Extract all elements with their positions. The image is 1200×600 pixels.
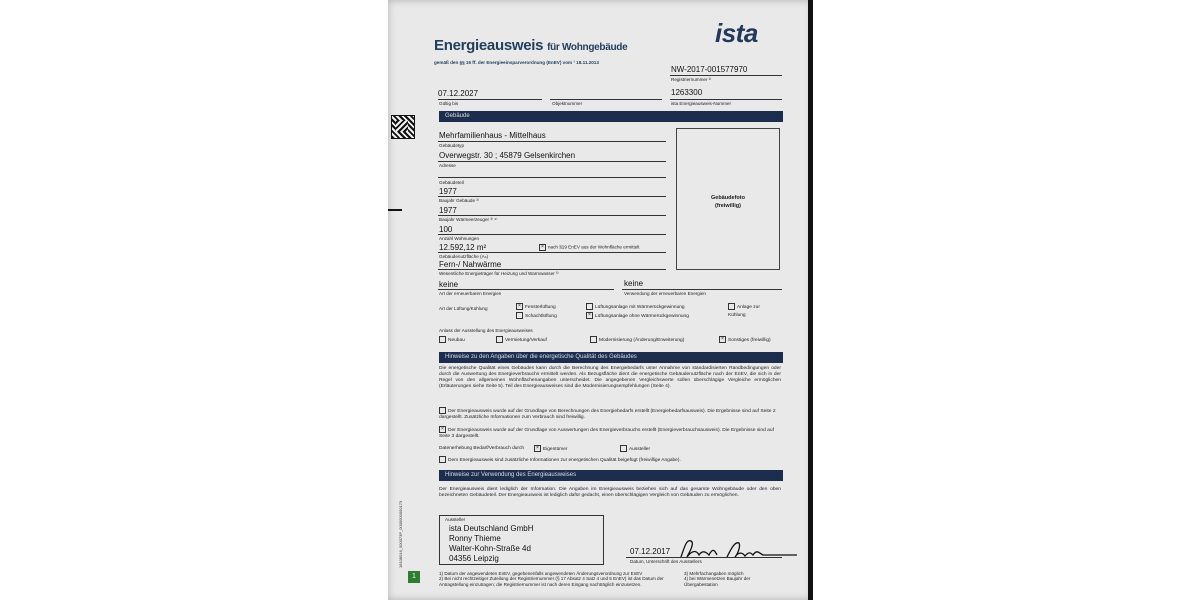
ista-number-label: ista Energieausweis-Nummer bbox=[671, 101, 731, 106]
margin-mark bbox=[388, 209, 402, 211]
ista-logo: ista bbox=[715, 18, 758, 48]
page-edge bbox=[808, 0, 813, 600]
occasion-other: × Sonstiges (freiwillig) bbox=[719, 336, 771, 343]
energy-certificate bbox=[434, 10, 784, 598]
registration-number-label: Registriernummer ²⁾ bbox=[671, 77, 712, 82]
valid-until-label: Gültig bis bbox=[439, 101, 459, 106]
data-by-owner: × Eigentümer bbox=[534, 445, 568, 452]
renewable-type: keine bbox=[439, 280, 459, 289]
hints-paragraph: Die energetische Qualität eines Gebäudes kann durch die Berechnung des Energiebedarfs unter Annahme von standardisierten Randbedingungen oder durch die Auswertung des Energieverbrauchs ermittelt werden. Als Bezugsfläche dient die energetische Gebäudenutzfläche nach der EnEV, die sich in der Regel von den allgemeinen Wohnflächenangaben unterscheidet. Die angegebenen Vergleichswerte sollen überschlägige Vergleiche ermöglichen (Erläuterungen siehe Seite 5). Teil des Energieausweises sind die Modernisierungsempfehlungen (Seite 4). bbox=[439, 366, 781, 389]
subtitle: gemäß den §§ 16 ff. der Energieeinsparverordnung (EnEV) vom ¹ 18.11.2013 bbox=[434, 60, 599, 65]
issuer-box bbox=[439, 515, 604, 565]
year-building-label: Baujahr Gebäude ³⁾ bbox=[439, 198, 479, 203]
object-number-label: Objektnummer bbox=[552, 101, 583, 106]
usable-area-label: Gebäudenutzfläche (Aₙ) bbox=[439, 254, 489, 259]
footnote-4: 4) bei Wärmenetzen Baujahr der Übergabestation bbox=[684, 576, 751, 587]
renewable-type-label: Art der erneuerbaren Energien bbox=[439, 291, 502, 296]
address: Overwegstr. 30 ; 45879 Gelsenkirchen bbox=[439, 151, 576, 160]
occasion-rent: Vermietung/Verkauf bbox=[496, 336, 547, 343]
side-code: 18108016_000073P_0000000000173 bbox=[398, 500, 403, 568]
data-collection-label: Datenerhebung Bedarf/Verbrauch durch bbox=[439, 446, 525, 451]
additional-info: Dem Energieausweis sind zusätzliche Informationen zur energetischen Qualität beigefügt (freiwillige Angabe). bbox=[439, 456, 681, 463]
document-title bbox=[434, 37, 627, 54]
year-heater-label: Baujahr Wärmeerzeuger ³⁾ ⁴⁾ bbox=[439, 217, 498, 222]
ista-number: 1263300 bbox=[671, 88, 703, 97]
vent-shaft: Schachtlüftung bbox=[516, 312, 557, 319]
occasion-modernisation: Modernisierung (Änderung/Erweiterung) bbox=[590, 336, 684, 343]
energy-carrier: Fern-/ Nahwärme bbox=[439, 260, 502, 269]
apartments-label: Anzahl Wohnungen bbox=[439, 236, 480, 241]
vent-no-recovery: × Lüftungsanlage ohne Wärmerückgewinnung bbox=[586, 312, 689, 319]
usable-area: 12.592,12 m² bbox=[439, 243, 487, 252]
registration-number: NW-2017-001577970 bbox=[671, 65, 748, 74]
issuer-person: Ronny Thieme bbox=[449, 534, 501, 543]
ventilation-label: Art der Lüftung/Kühlung bbox=[439, 306, 488, 311]
option-demand: Der Energieausweis wurde auf der Grundlage von Berechnungen des Energiebedarfs erstellt (Energiebedarfsausweis). Die Ergebnisse sind auf Seite 2 dargestellt. Zusätzliche Informationen zum Verbrauch sind freiwillig. bbox=[439, 408, 776, 420]
renewable-use: keine bbox=[624, 279, 644, 288]
occasion-new: Neubau bbox=[439, 336, 465, 343]
page-number-badge: 1 bbox=[408, 571, 420, 583]
data-by-issuer: Aussteller bbox=[620, 445, 650, 452]
apartments: 100 bbox=[439, 225, 453, 234]
usable-area-note: × nach §19 EnEV aus der Wohnfläche ermittelt bbox=[539, 244, 640, 251]
vent-recovery: Lüftungsanlage mit Wärmerückgewinnung bbox=[586, 303, 685, 310]
title-rest: für Wohngebäude bbox=[547, 42, 628, 53]
building-part-label: Gebäudeteil bbox=[439, 180, 464, 185]
address-label: Adresse bbox=[439, 163, 456, 168]
footnote-2: 2) Bei nicht rechtzeitiger Zuteilung der Registriernummer (§ 17 Absatz 4 Satz 4 und 5 EnEV) ist das Datum der Antragstellung einzutragen; die Registriernummer ist nach deren Eingang nachträglich einzusetzen. bbox=[439, 576, 664, 587]
renewable-use-label: Verwendung der erneuerbaren Energien bbox=[624, 291, 706, 296]
occasion-label: Anlass der Ausstellung des Energieausweises bbox=[439, 328, 533, 333]
vent-window: × Fensterlüftung bbox=[516, 303, 556, 310]
valid-until: 07.12.2027 bbox=[438, 89, 479, 98]
year-heater: 1977 bbox=[439, 206, 457, 215]
energy-carrier-label: Wesentliche Energieträger für Heizung und Warmwasser ³⁾ bbox=[439, 271, 559, 276]
section-hints: Hinweise zu den Angaben über die energetische Qualität des Gebäudes bbox=[439, 352, 783, 363]
building-photo-placeholder: Gebäudefoto (freiwillig) bbox=[676, 128, 780, 270]
footnote-3: 3) Mehrfachangaben möglich bbox=[684, 571, 744, 576]
sign-date: 07.12.2017 bbox=[630, 547, 671, 556]
option-consumption: × Der Energieausweis wurde auf der Grundlage von Auswertungen des Energieverbrauchs erstellt (Energieverbrauchsausweis). Die Ergebnisse sind auf Seite 3 dargestellt. bbox=[439, 426, 774, 439]
usage-paragraph: Der Energieausweis dient lediglich der Information. Die Angaben im Energieausweis beziehen sich auf das gesamte Wohngebäude oder den oben bezeichneten Gebäudeteil. Der Energieausweis ist lediglich dafür gedacht, einen überschlägigen Vergleich von Gebäuden zu ermöglichen. bbox=[439, 487, 781, 498]
issuer-city: 04356 Leipzig bbox=[449, 554, 499, 563]
section-usage: Hinweise zur Verwendung des Energieausweises bbox=[439, 470, 783, 481]
footnote-1: 1) Datum der angewendeten EnEV, gegebenenfalls angewendeten Änderungsverordnung zur EnEV bbox=[439, 571, 643, 576]
issuer-company: ista Deutschland GmbH bbox=[449, 524, 534, 533]
issuer-label: Aussteller bbox=[445, 517, 466, 522]
area-note-checkbox[interactable]: × bbox=[539, 244, 546, 251]
vent-cooling: Anlage zur Kühlung bbox=[728, 304, 760, 318]
left-margin bbox=[0, 0, 388, 600]
qr-code bbox=[391, 115, 415, 139]
building-type-label: Gebäudetyp bbox=[439, 143, 465, 148]
year-building: 1977 bbox=[439, 187, 457, 196]
issuer-street: Walter-Kohn-Straße 4d bbox=[449, 544, 531, 553]
sign-label: Datum, Unterschrift des Ausstellers bbox=[630, 559, 702, 564]
title-main: Energieausweis bbox=[434, 37, 544, 54]
section-building: Gebäude bbox=[439, 111, 783, 122]
building-type: Mehrfamilienhaus - Mittelhaus bbox=[439, 131, 546, 140]
